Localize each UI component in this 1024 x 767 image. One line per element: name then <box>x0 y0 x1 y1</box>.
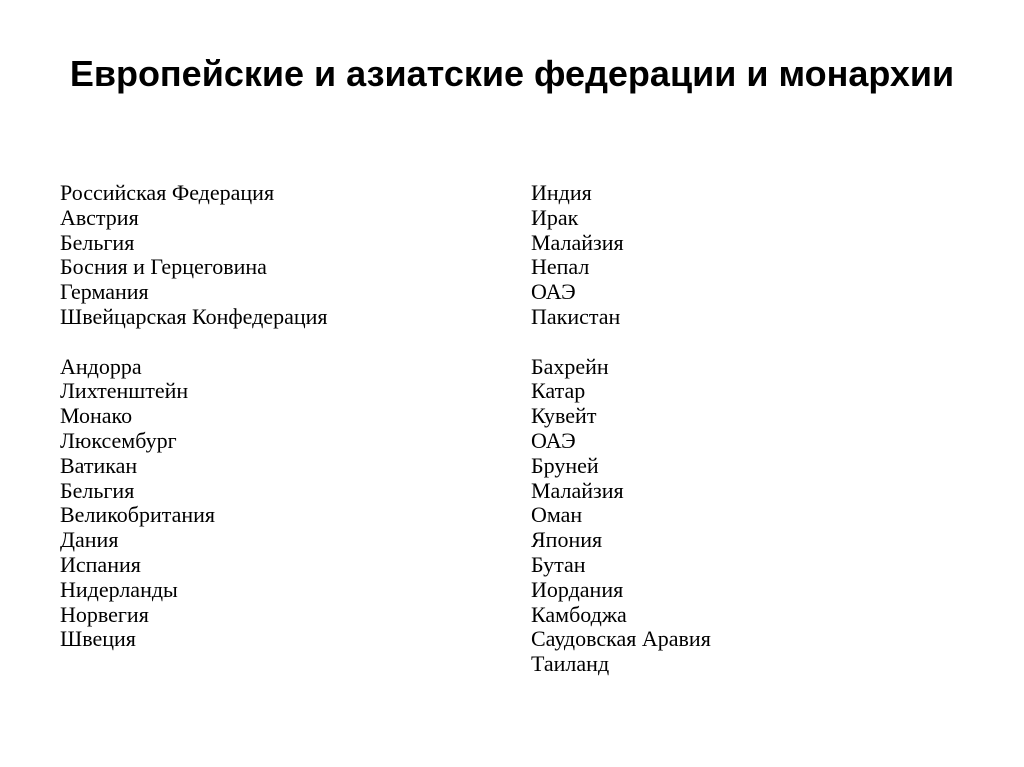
country-item: Малайзия <box>531 229 624 255</box>
country-item: Бахрейн <box>531 353 609 379</box>
european-column <box>60 181 328 677</box>
country-item: Нидерланды <box>60 576 178 602</box>
country-item: Норвегия <box>60 601 149 627</box>
country-item: Германия <box>60 279 149 305</box>
country-item: Таиланд <box>531 651 610 677</box>
asian-federations-list <box>531 181 711 330</box>
country-item: Кувейт <box>531 403 597 429</box>
country-item: Монако <box>60 403 133 429</box>
country-item: Непал <box>531 254 590 280</box>
country-item: Бруней <box>531 452 599 478</box>
country-item: Российская Федерация <box>60 180 275 205</box>
slide-title: Европейские и азиатские федерации и монархии <box>69 53 955 94</box>
country-item: Дания <box>60 527 119 553</box>
country-item: Босния и Герцеговина <box>60 254 267 280</box>
country-item: Бельгия <box>60 477 135 503</box>
country-item: ОАЭ <box>531 427 576 453</box>
country-item: Индия <box>531 180 592 205</box>
country-item: ОАЭ <box>531 279 576 305</box>
country-item: Испания <box>60 551 141 577</box>
country-item: Иордания <box>531 576 624 602</box>
country-item: Оман <box>531 502 583 528</box>
country-item: Люксембург <box>60 427 177 453</box>
european-monarchies-list <box>60 355 328 653</box>
country-item: Малайзия <box>531 477 624 503</box>
country-item: Камбоджа <box>531 601 627 627</box>
country-item: Швеция <box>60 626 136 652</box>
country-item: Бутан <box>531 551 586 577</box>
country-item: Лихтенштейн <box>60 378 189 404</box>
asian-column <box>531 181 711 702</box>
country-item: Катар <box>531 378 586 404</box>
country-item: Великобритания <box>60 502 216 528</box>
country-item: Ирак <box>531 204 579 230</box>
country-item: Пакистан <box>531 303 621 329</box>
country-item: Швейцарская Конфедерация <box>60 303 328 329</box>
country-item: Саудовская Аравия <box>531 626 711 652</box>
european-federations-list <box>60 181 328 330</box>
asian-monarchies-list <box>531 355 711 677</box>
country-item: Япония <box>531 527 603 553</box>
country-item: Андорра <box>60 353 142 379</box>
country-item: Ватикан <box>60 452 138 478</box>
country-item: Австрия <box>60 204 139 230</box>
country-item: Бельгия <box>60 229 135 255</box>
